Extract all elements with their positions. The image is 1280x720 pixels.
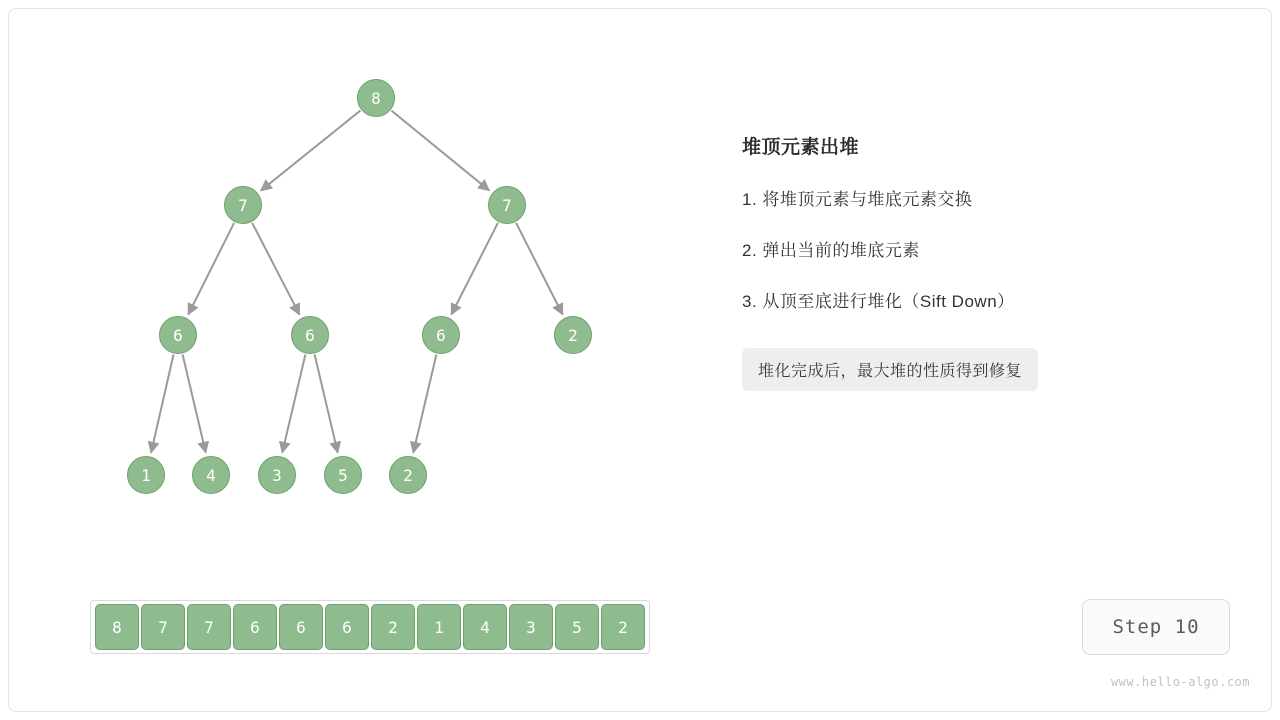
array-cell: 6 <box>279 604 323 650</box>
tree-edge <box>282 354 305 452</box>
tree-edge <box>451 223 498 315</box>
tree-node: 2 <box>389 456 427 494</box>
step-badge: Step 10 <box>1082 599 1230 655</box>
array-cell: 4 <box>463 604 507 650</box>
tree-node: 7 <box>224 186 262 224</box>
tree-node: 1 <box>127 456 165 494</box>
step-item-2: 2. 弹出当前的堆底元素 <box>742 241 920 260</box>
tree-edge <box>151 354 173 452</box>
tree-node: 6 <box>159 316 197 354</box>
tree-node: 4 <box>192 456 230 494</box>
tree-node: 6 <box>291 316 329 354</box>
array-cell: 7 <box>141 604 185 650</box>
tree-edge <box>413 354 436 452</box>
tree-node: 7 <box>488 186 526 224</box>
step-item-1: 1. 将堆顶元素与堆底元素交换 <box>742 190 973 209</box>
tree-edge <box>188 223 234 315</box>
tree-node: 8 <box>357 79 395 117</box>
binary-heap-tree <box>0 0 720 560</box>
array-cell: 2 <box>371 604 415 650</box>
array-cell: 8 <box>95 604 139 650</box>
array-cell: 3 <box>509 604 553 650</box>
tree-node: 5 <box>324 456 362 494</box>
array-cell: 6 <box>233 604 277 650</box>
array-cell: 2 <box>601 604 645 650</box>
tree-edge <box>315 354 338 452</box>
panel-title: 堆顶元素出堆 <box>742 137 860 158</box>
tree-edge <box>252 223 299 315</box>
tree-edge <box>516 223 563 315</box>
watermark: www.hello-algo.com <box>1110 675 1250 689</box>
step-item-3: 3. 从顶至底进行堆化（Sift Down） <box>742 292 1015 311</box>
tree-edge <box>391 111 489 191</box>
tree-node: 6 <box>422 316 460 354</box>
result-note: 堆化完成后，最大堆的性质得到修复 <box>742 348 1038 391</box>
tree-node: 2 <box>554 316 592 354</box>
tree-edge <box>261 111 360 191</box>
array-cell: 6 <box>325 604 369 650</box>
array-cell: 1 <box>417 604 461 650</box>
heap-array <box>90 600 650 654</box>
array-cell: 5 <box>555 604 599 650</box>
explanation-panel <box>742 132 1222 391</box>
array-cell: 7 <box>187 604 231 650</box>
tree-node: 3 <box>258 456 296 494</box>
tree-edge <box>183 354 206 452</box>
